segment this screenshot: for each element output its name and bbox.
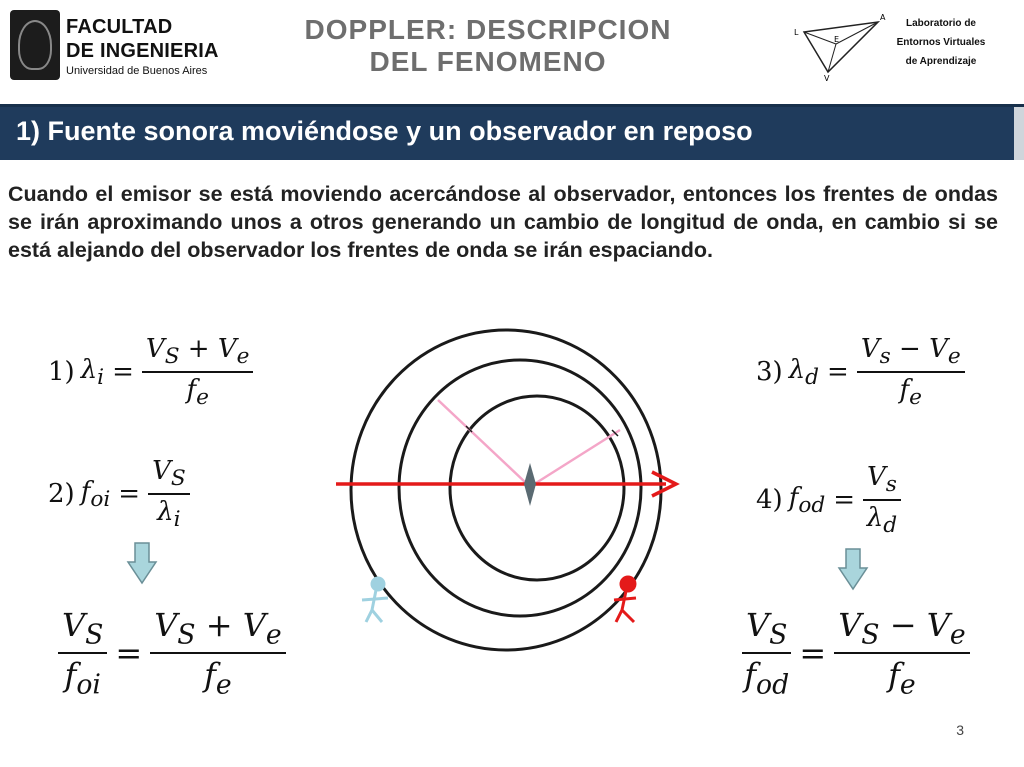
equation-4-number: 4) <box>756 485 783 516</box>
sound-source-icon <box>524 463 536 506</box>
slide-title-line-1: DOPPLER: DESCRIPCION <box>304 14 672 45</box>
equals-sign: = <box>118 479 141 510</box>
section-heading: 1) Fuente sonora moviéndose y un observador en reposo <box>16 116 753 146</box>
equation-1-number: 1) <box>48 357 75 388</box>
down-arrow-icon <box>127 542 157 584</box>
lab-label-v: V <box>824 74 830 83</box>
lab-label-e: E <box>834 35 840 44</box>
description-paragraph: Cuando el emisor se está moviendo acercándose al observador, entonces los frentes de ondas se irán aproximando unos a otros generando un cambio de longitud de onda, en cambio si se está alejando del observador los frentes de onda se irán espaciando. <box>8 182 998 262</box>
slide-title <box>258 14 718 78</box>
lab-logo <box>790 10 1020 82</box>
result-left-rhs-fraction: $\frac{V_S + V_e}{f_e}$ <box>150 606 285 701</box>
down-arrow-icon <box>838 548 868 590</box>
equation-2 <box>48 456 190 532</box>
lab-triangle-icon <box>790 10 886 83</box>
logo-line-3: Universidad de Buenos Aires <box>66 65 208 77</box>
lab-name <box>882 14 1000 71</box>
equals-sign: = <box>115 634 143 673</box>
slide-title-line-2: DEL FENOMENO <box>369 46 607 77</box>
university-crest-icon <box>10 10 60 80</box>
equation-1 <box>48 334 253 410</box>
equation-2-lhs: $f_{oi}$ <box>80 476 111 512</box>
logo-line-1: FACULTAD <box>66 16 173 38</box>
logo-line-2: DE INGENIERIA <box>66 40 219 62</box>
equation-3-fraction: $\frac{V_s - V_e}{f_e}$ <box>857 334 965 410</box>
equals-sign: = <box>112 357 134 388</box>
equation-4-fraction: $\frac{V_s}{\lambda_d}$ <box>863 462 901 538</box>
lab-line-3: de Aprendizaje <box>905 56 977 67</box>
lab-line-2: Entornos Virtuales <box>896 37 986 48</box>
wave-ray-right <box>536 430 620 483</box>
equation-1-lhs: $\lambda_i$ <box>80 354 105 390</box>
equals-sign: = <box>833 485 856 516</box>
equation-3 <box>756 334 965 410</box>
equation-1-fraction: $\frac{V_S + V_e}{f_e}$ <box>142 334 254 410</box>
equation-2-number: 2) <box>48 479 75 510</box>
result-equation-left <box>58 606 286 701</box>
equals-sign: = <box>799 634 827 673</box>
section-banner <box>0 104 1024 160</box>
result-equation-right <box>742 606 970 701</box>
lab-label-a: A <box>880 13 886 22</box>
equation-4 <box>756 462 901 538</box>
equation-3-number: 3) <box>756 357 783 388</box>
equation-4-lhs: $f_{od}$ <box>788 482 826 518</box>
equals-sign: = <box>827 357 849 388</box>
banner-edge <box>1014 107 1024 160</box>
lab-line-1: Laboratorio de <box>905 18 976 29</box>
result-right-lhs-fraction: $\frac{V_S}{f_{od}}$ <box>742 606 791 701</box>
lab-label-l: L <box>794 28 799 37</box>
result-left-lhs-fraction: $\frac{V_S}{f_{oi}}$ <box>58 606 107 701</box>
equation-3-lhs: $\lambda_d$ <box>788 354 820 390</box>
wavefront-inner <box>450 396 624 580</box>
page-number: 3 <box>956 722 964 738</box>
doppler-diagram <box>330 318 690 648</box>
wavefront-outer <box>351 330 661 650</box>
observer-right-icon <box>614 577 636 622</box>
observer-left-icon <box>362 578 388 622</box>
faculty-logo <box>10 8 250 82</box>
result-right-rhs-fraction: $\frac{V_S - V_e}{f_e}$ <box>834 606 969 701</box>
equation-2-fraction: $\frac{V_S}{\lambda_i}$ <box>148 456 190 532</box>
